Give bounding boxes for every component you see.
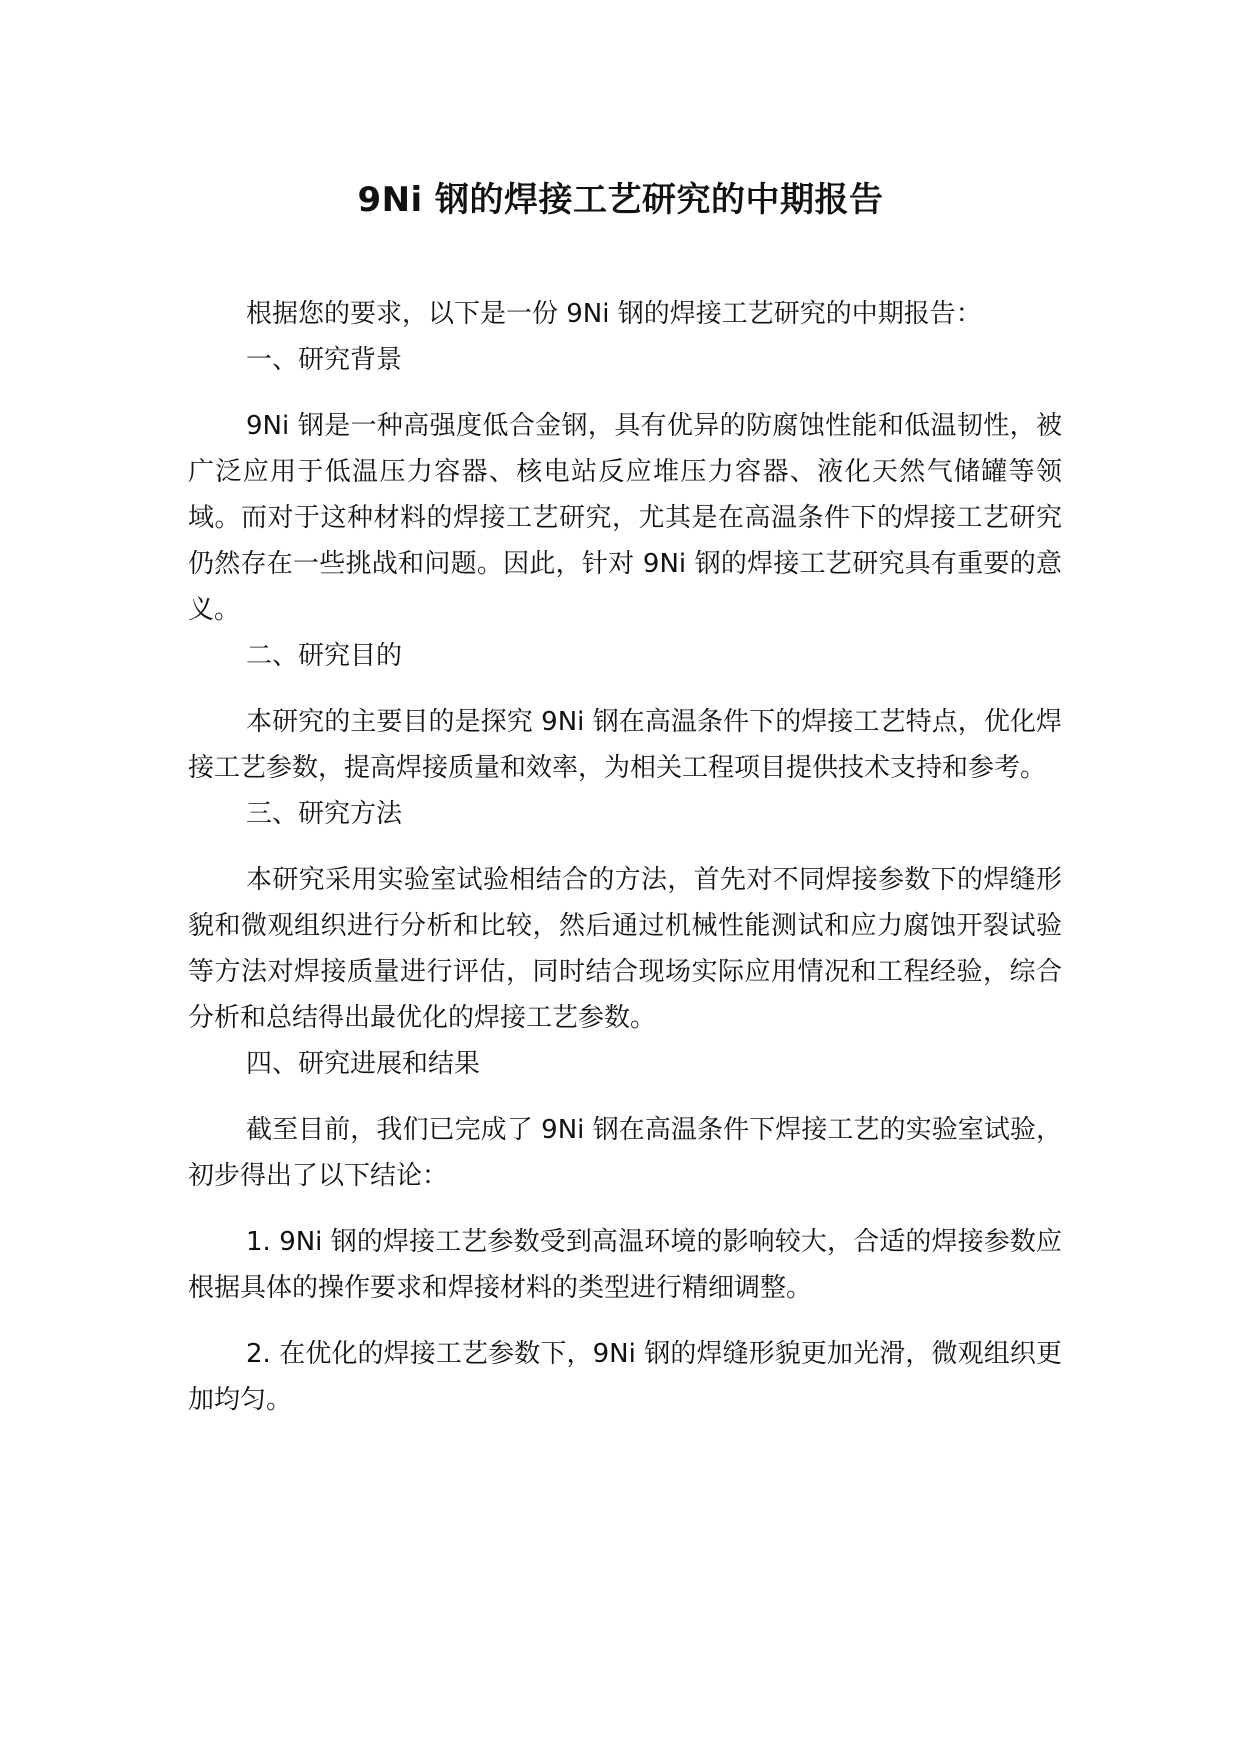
intro-paragraph: 根据您的要求，以下是一份 9Ni 钢的焊接工艺研究的中期报告： <box>246 299 982 329</box>
document-title: 9Ni 钢的焊接工艺研究的中期报告 <box>357 180 884 220</box>
document-body <box>188 291 1062 1423</box>
section-heading-background: 一、研究背景 <box>246 345 403 375</box>
conclusion-item-2: 2. 在优化的焊接工艺参数下，9Ni 钢的焊缝形貌更加光滑，微观组织更加均匀。 <box>188 1339 1062 1415</box>
method-paragraph: 本研究采用实验室试验相结合的方法，首先对不同焊接参数下的焊缝形貌和微观组织进行分析和比较，然后通过机械性能测试和应力腐蚀开裂试验等方法对焊接质量进行评估，同时结合现场实际应用情况和工程经验，综合分析和总结得出最优化的焊接工艺参数。 <box>188 865 1062 1033</box>
purpose-paragraph: 本研究的主要目的是探究 9Ni 钢在高温条件下的焊接工艺特点，优化焊接工艺参数，提高焊接质量和效率，为相关工程项目提供技术支持和参考。 <box>188 707 1062 783</box>
section-heading-purpose: 二、研究目的 <box>246 641 403 671</box>
section-heading-progress: 四、研究进展和结果 <box>246 1049 481 1079</box>
background-paragraph: 9Ni 钢是一种高强度低合金钢，具有优异的防腐蚀性能和低温韧性，被广泛应用于低温压力容器、核电站反应堆压力容器、液化天然气储罐等领域。而对于这种材料的焊接工艺研究，尤其是在高温条件下的焊接工艺研究仍然存在一些挑战和问题。因此，针对 9Ni 钢的焊接工艺研究具有重要的意义。 <box>188 411 1062 625</box>
section-heading-method: 三、研究方法 <box>246 799 403 829</box>
progress-paragraph: 截至目前，我们已完成了 9Ni 钢在高温条件下焊接工艺的实验室试验，初步得出了以下结论： <box>188 1115 1062 1191</box>
conclusion-item-1: 1. 9Ni 钢的焊接工艺参数受到高温环境的影响较大，合适的焊接参数应根据具体的操作要求和焊接材料的类型进行精细调整。 <box>188 1227 1062 1303</box>
